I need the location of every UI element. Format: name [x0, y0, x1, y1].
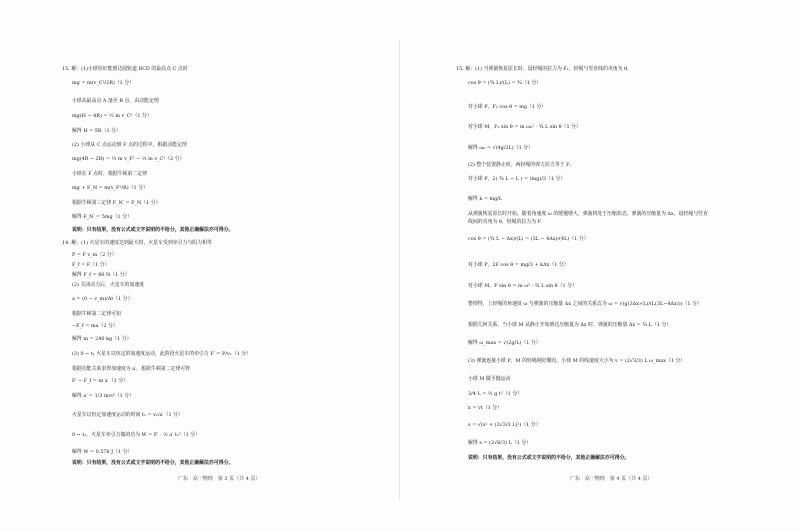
text-line: (2) 小球从 C 点运动到 F 点的过程中，根据动能定理	[72, 142, 187, 148]
text-line: mg(H − 4R) = ½ m v_C²（1 分）	[72, 113, 152, 119]
page-footer: 广东 · 高一物理 第 3 页（共 4 页）	[178, 476, 261, 482]
text-line: 小球从最高点 A 落至 B 点，由动能定理	[72, 98, 159, 104]
text-line: 火星车以恒定加速度运动的时间 t₁ = v₁/a′（1 分）	[72, 412, 183, 418]
text-line: (3) 0 ~ t₁ 火星车以恒定的加速度运动，此阶段火星车的牵引力 F′ = P/v₁（1 分）	[72, 351, 252, 357]
text-line: 从弹簧恢复原长时开始，随着角速度 ω 的缓慢增大，弹簧将处于压缩状态，弹簧的压缩量为 Δx，设轻绳与竖直	[468, 211, 708, 217]
page-footer: 广东 · 高一物理 第 4 页（共 4 页）	[570, 476, 653, 482]
text-line: 3/4 L = ½ g t²（1 分）	[468, 391, 523, 397]
text-line: 解得 k = mg/L	[468, 196, 503, 202]
text-line: 根据牛顿第二定律可知	[72, 311, 121, 317]
text-line: 根据几何关系，当小球 M 从静止开始到达压缩量为 Δx 时，弹簧的压缩量 Δx = ¾ L（1 分）	[468, 322, 672, 328]
text-line: (3) 弹簧连接小球 P，M 的轻绳刚好绷直，小球 M 的线速度大小为 v = (2√3/3) L ω_max（1 分）	[468, 358, 686, 364]
text-line: 对小球 M，F sin θ = m ω² · ¾ L sin θ（1 分）	[468, 283, 577, 289]
text-line: 解得 H = 5R（1 分）	[72, 128, 121, 134]
text-line: 线间的夹角为 θ，轻绳的拉力为 F	[468, 219, 542, 225]
text-line: 14. 解：(1) 火星车的速度达到最大时，火星车受到牵引力与阻力相等	[62, 240, 212, 246]
note-line: 说明：只有结果，没有公式或文字说明的不给分，其他正确解法亦可得分。	[72, 460, 234, 466]
note-line: 说明：只有结果，没有公式或文字说明的不给分，其他正确解法亦可得分。	[72, 227, 234, 233]
text-line: 小球 M 做平抛运动	[468, 376, 511, 382]
text-line: mg + F_N = m(v_F²/R)（1 分）	[72, 185, 148, 191]
text-line: cos θ = (¾ L)/(L) = ¾（1 分）	[468, 80, 542, 86]
text-line: 对小球 P，F₁ cos θ = mg（1 分）	[468, 104, 547, 110]
text-line: 15. 解：(1)小球恰好能到达圆轨道 BCD 的最高点 C 点时	[62, 66, 188, 72]
text-line: (2) 关闭动力后，火星车的加速度	[72, 282, 145, 288]
text-line: 解得 a′ = 1/3 m/s²（1 分）	[72, 393, 135, 399]
text-line: F′ − F_f = m a′（1 分）	[72, 378, 129, 384]
text-line: mg = m(v_C²/2R)（1 分）	[72, 80, 135, 86]
text-line: (2) 整个装置静止时，两轻绳的弹力拉力等于 F，	[468, 162, 575, 168]
text-line: 根据功能关系求得加速度为 a′，根据牛顿第二定律可得	[72, 366, 191, 372]
text-line: 解得 s = (2√6/3) L（1 分）	[468, 440, 532, 446]
text-line: 小球在 F 点时，根据牛顿第二定律	[72, 171, 147, 177]
text-line: s = √(x² + (2√3/3 L)²)（1 分）	[468, 422, 541, 428]
text-line: 解得 ω₀ = √(4g/3L)（1 分）	[468, 145, 534, 151]
text-line: 解得 F_N′ = 5mg（1 分）	[72, 214, 132, 220]
text-line: x = vt（1 分）	[468, 405, 503, 411]
text-line: 对小球 P，2( ¾ L − L ) = (mg)/3（1 分）	[468, 176, 566, 182]
note-line: 说明：只有结果，没有公式或文字说明的不给分，其他正确解法亦可得分。	[468, 455, 630, 461]
text-line: 对小球 P，2F cos θ = mg/3 + kΔx（1 分）	[468, 262, 569, 268]
text-line: a = (0 − v_m)/Δt（1 分）	[72, 296, 133, 302]
text-line: mg(4R − 2R) = ½ m v_F² − ½ m v_C²（2 分）	[72, 156, 185, 162]
text-line: P = F v_m（2 分）	[72, 252, 117, 258]
text-line: 解得 ω_max = √(2g/L)（1 分）	[468, 340, 541, 346]
text-line: −F_f = ma（2 分）	[72, 323, 118, 329]
text-line: cos θ = (¾ L − Δx)/(L) = (3L − 4Δx)/(4L)（1 分）	[468, 236, 589, 242]
text-line: 根据牛顿第三定律 F_N′ = F_N（1 分）	[72, 200, 161, 206]
right-page	[400, 0, 800, 531]
text-line: 对小球 M，F₁ sin θ = m ω₀² · ¾ L sin θ（1 分）	[468, 124, 581, 130]
text-line: 15. 解：(1) 当弹簧恢复原长时，设轻绳的拉力为 F₁，轻绳与竖直线的夹角为 θ，	[456, 66, 632, 72]
text-line: 解得 m = 240 kg（1 分）	[72, 336, 132, 342]
text-line: 整理得，上轻绳的角速度 ω 与弹簧的压缩量 Δx 之间的关系式为 ω = √(g(3Δx+L)/(L(3L−4Δx)))（1 分）	[468, 301, 702, 307]
text-line: 0 ~ t₁，火星车牵引力做的功为 W = F′ · ½ a′ t₁²（1 分）	[72, 432, 201, 438]
text-line: F_f = F（1 分）	[72, 262, 110, 268]
text-line: 解得 W = 0.576 J（1 分）	[72, 449, 133, 455]
text-line: 解得 F_f = 80 N（1 分）	[72, 272, 130, 278]
